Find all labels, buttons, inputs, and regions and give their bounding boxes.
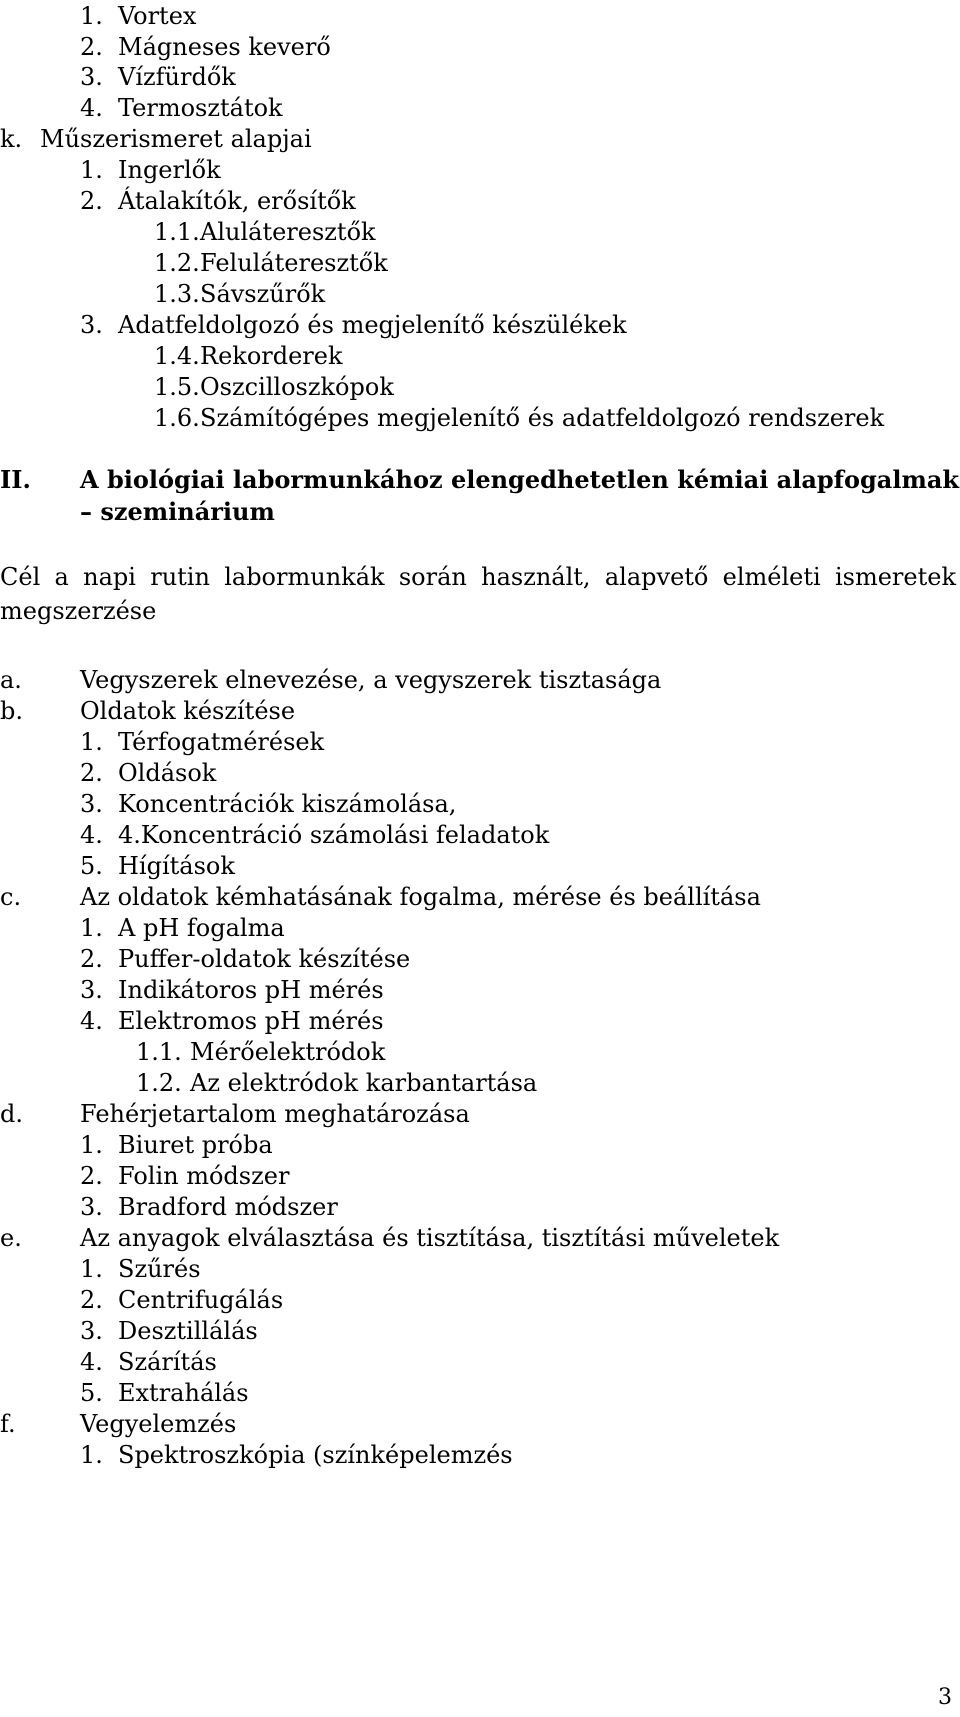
outline-text: Vegyelemzés — [80, 1410, 237, 1438]
list-text: Műszerismeret alapjai — [40, 125, 312, 153]
outline-letter: b. — [0, 697, 23, 725]
outline-text: Az anyagok elválasztása és tisztítása, tisztítási műveletek — [80, 1224, 780, 1252]
outline-text: Puffer-oldatok készítése — [118, 945, 411, 973]
outline-number: 2. — [80, 759, 103, 787]
outline-letter: a. — [0, 666, 22, 694]
section-title-line1: A biológiai labormunkához elengedhetetlen kémiai alapfogalmak — [80, 465, 960, 494]
outline-text: Biuret próba — [118, 1131, 273, 1159]
outline-number: 2. — [80, 945, 103, 973]
outline-text: Extrahálás — [118, 1379, 249, 1407]
outline-number: 1. — [80, 1441, 103, 1469]
outline-number: 3. — [80, 976, 103, 1004]
list-number: 1.3. — [154, 280, 200, 308]
outline-letter: e. — [0, 1224, 22, 1252]
outline-letter: f. — [0, 1410, 16, 1438]
outline-text: Az oldatok kémhatásának fogalma, mérése és beállítása — [80, 883, 761, 911]
outline-number: 1.2. — [136, 1069, 182, 1097]
outline-text: 4.Koncentráció számolási feladatok — [118, 821, 550, 849]
outline-text: Vegyszerek elnevezése, a vegyszerek tisztasága — [80, 666, 662, 694]
list-number: 2. — [80, 187, 103, 215]
outline-number: 4. — [80, 821, 103, 849]
list-text: Aluláteresztők — [200, 218, 376, 246]
outline-number: 1.1. — [136, 1038, 182, 1066]
section-number: II. — [0, 465, 31, 494]
list-text: Számítógépes megjelenítő és adatfeldolgozó rendszerek — [200, 404, 885, 432]
outline-text: Térfogatmérések — [118, 728, 325, 756]
list-number: 1.4. — [154, 342, 200, 370]
outline-text: Centrifugálás — [118, 1286, 284, 1314]
list-number: 2. — [80, 33, 103, 61]
outline-text: Az elektródok karbantartása — [190, 1069, 538, 1097]
outline-text: Indikátoros pH mérés — [118, 976, 384, 1004]
outline-number: 3. — [80, 790, 103, 818]
outline-text: Oldások — [118, 759, 217, 787]
outline-text: Fehérjetartalom meghatározása — [80, 1100, 470, 1128]
list-text: Sávszűrők — [200, 280, 326, 308]
list-number: 1.1. — [154, 218, 200, 246]
list-text: Mágneses keverő — [118, 33, 331, 61]
outline-number: 4. — [80, 1348, 103, 1376]
outline-text: Folin módszer — [118, 1162, 290, 1190]
section-title-line2: – szeminárium — [80, 497, 275, 526]
outline-letter: d. — [0, 1100, 23, 1128]
list-text: Oszcilloszkópok — [200, 373, 394, 401]
list-number: 1. — [80, 156, 103, 184]
list-number: 1.5. — [154, 373, 200, 401]
outline-number: 2. — [80, 1286, 103, 1314]
outline-number: 5. — [80, 852, 103, 880]
list-text: Termosztátok — [118, 94, 283, 122]
list-text: Vortex — [118, 2, 197, 30]
outline-text: Elektromos pH mérés — [118, 1007, 384, 1035]
outline-number: 1. — [80, 914, 103, 942]
list-number: 3. — [80, 311, 103, 339]
outline-text: Spektroszkópia (színképelemzés — [118, 1441, 513, 1469]
list-number: 1.6. — [154, 404, 200, 432]
outline-letter: c. — [0, 883, 22, 911]
outline-text: Desztillálás — [118, 1317, 258, 1345]
list-text: Adatfeldolgozó és megjelenítő készülékek — [118, 311, 627, 339]
list-number: 1.2. — [154, 249, 200, 277]
outline-text: Oldatok készítése — [80, 697, 296, 725]
outline-number: 3. — [80, 1317, 103, 1345]
list-number: 3. — [80, 63, 103, 91]
intro-paragraph: Cél a napi rutin labormunkák során használt, alapvető elméleti ismeretek megszerzése — [0, 563, 956, 625]
list-number: 4. — [80, 94, 103, 122]
outline-text: Koncentrációk kiszámolása, — [118, 790, 457, 818]
list-text: Rekorderek — [200, 342, 343, 370]
outline-text: Mérőelektródok — [190, 1038, 386, 1066]
outline-text: Szűrés — [118, 1255, 201, 1283]
list-text: Feluláteresztők — [200, 249, 388, 277]
outline-number: 1. — [80, 1255, 103, 1283]
list-text: Vízfürdők — [118, 63, 236, 91]
outline-number: 1. — [80, 1131, 103, 1159]
list-text: Átalakítók, erősítők — [118, 187, 356, 215]
outline-text: Hígítások — [118, 852, 235, 880]
outline-text: A pH fogalma — [118, 914, 285, 942]
outline-number: 1. — [80, 728, 103, 756]
outline-number: 2. — [80, 1162, 103, 1190]
list-text: Ingerlők — [118, 156, 221, 184]
outline-number: 3. — [80, 1193, 103, 1221]
outline-text: Bradford módszer — [118, 1193, 338, 1221]
outline-number: 4. — [80, 1007, 103, 1035]
list-number: k. — [0, 125, 23, 153]
list-number: 1. — [80, 2, 103, 30]
outline-number: 5. — [80, 1379, 103, 1407]
outline-text: Szárítás — [118, 1348, 217, 1376]
page-number: 3 — [938, 1685, 952, 1710]
